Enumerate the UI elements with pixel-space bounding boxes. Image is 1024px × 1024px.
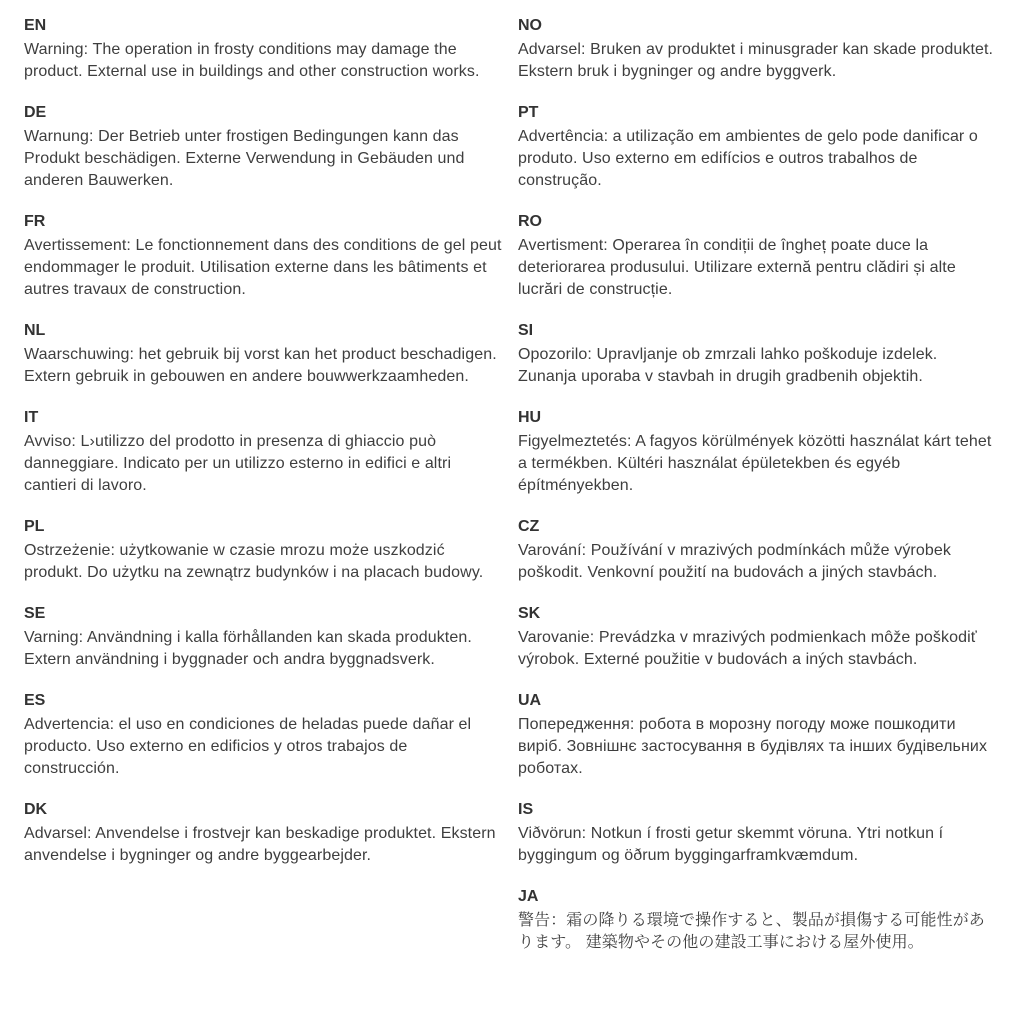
warning-entry-no (518, 15, 996, 83)
warning-text-ro: Avertisment: Operarea în condiții de îngheț poate duce la deteriorarea produsului. Utilizare externă pentru clădiri și alte lucrări de construcție. (518, 237, 956, 298)
language-code-hu: HU (518, 409, 542, 426)
language-code-is: IS (518, 801, 534, 818)
warning-entry-ro (518, 211, 996, 301)
warning-entry-hu (518, 407, 996, 497)
warning-entry-es (24, 690, 502, 780)
warning-text-es: Advertencia: el uso en condiciones de heladas puede dañar el producto. Uso externo en edificios y otros trabajos de construcción. (24, 716, 472, 777)
warning-text-de: Warnung: Der Betrieb unter frostigen Bedingungen kann das Produkt beschädigen. Externe Verwendung in Gebäuden und anderen Bauwerken. (24, 128, 465, 189)
language-code-en: EN (24, 17, 47, 34)
language-code-se: SE (24, 605, 46, 622)
warning-text-se: Varning: Användning i kalla förhållanden kan skada produkten. Extern användning i byggnader och andra byggnadsverk. (24, 629, 472, 668)
warning-entry-fr (24, 211, 502, 301)
warning-text-pl: Ostrzeżenie: użytkowanie w czasie mrozu może uszkodzić produkt. Do użytku na zewnątrz budynków i na placach budowy. (24, 542, 484, 581)
warning-entry-is (518, 799, 996, 867)
warning-entry-en (24, 15, 502, 83)
language-code-es: ES (24, 692, 46, 709)
warning-text-cz: Varování: Používání v mrazivých podmínkách může výrobek poškodit. Venkovní použití na budovách a jiných stavbách. (518, 542, 951, 581)
warning-text-pt: Advertência: a utilização em ambientes de gelo pode danificar o produto. Uso externo em edifícios e outros trabalhos de construção. (518, 128, 978, 189)
warning-text-dk: Advarsel: Anvendelse i frostvejr kan beskadige produktet. Ekstern anvendelse i bygninger og andre byggearbejder. (24, 825, 496, 864)
warning-text-is: Viðvörun: Notkun í frosti getur skemmt vöruna. Ytri notkun í byggingum og öðrum byggingarframkvæmdum. (518, 825, 944, 864)
warning-entry-dk (24, 799, 502, 867)
warning-entry-sk (518, 603, 996, 671)
warning-text-ja: 警告：霜の降りる環境で操作すると、製品が損傷する可能性があります。 建築物やその他の建設工事における屋外使用。 (518, 912, 985, 951)
warning-text-si: Opozorilo: Upravljanje ob zmrzali lahko poškoduje izdelek. Zunanja uporaba v stavbah in drugih gradbenih objektih. (518, 346, 938, 385)
language-code-ua: UA (518, 692, 542, 709)
warning-entry-de (24, 102, 502, 192)
warning-entry-cz (518, 516, 996, 584)
warning-text-no: Advarsel: Bruken av produktet i minusgrader kan skade produktet. Ekstern bruk i bygninger og andre byggverk. (518, 41, 994, 80)
warning-text-nl: Waarschuwing: het gebruik bij vorst kan het product beschadigen. Extern gebruik in gebouwen en andere bouwwerkzaamheden. (24, 346, 497, 385)
warning-text-sk: Varovanie: Prevádzka v mrazivých podmienkach môže poškodiť výrobok. Externé použitie v budovách a iných stavbách. (518, 629, 977, 668)
language-code-pt: PT (518, 104, 539, 121)
warning-text-hu: Figyelmeztetés: A fagyos körülmények közötti használat kárt tehet a termékben. Kültéri használat épületekben és egyéb építményekben. (518, 433, 992, 494)
left-column (24, 15, 502, 973)
warning-entry-se (24, 603, 502, 671)
language-code-ja: JA (518, 888, 539, 905)
language-code-it: IT (24, 409, 39, 426)
language-code-nl: NL (24, 322, 46, 339)
right-column (518, 15, 996, 973)
warning-text-it: Avviso: L›utilizzo del prodotto in presenza di ghiaccio può danneggiare. Indicato per un utilizzo esterno in edifici e altri cantieri di lavoro. (24, 433, 452, 494)
language-code-si: SI (518, 322, 534, 339)
warning-text-en: Warning: The operation in frosty conditions may damage the product. External use in buildings and other construction works. (24, 41, 480, 80)
language-code-de: DE (24, 104, 47, 121)
warning-entry-nl (24, 320, 502, 388)
warning-entry-pt (518, 102, 996, 192)
language-code-no: NO (518, 17, 542, 34)
language-code-fr: FR (24, 213, 46, 230)
warning-entry-it (24, 407, 502, 497)
language-code-sk: SK (518, 605, 541, 622)
warning-text-ua: Попередження: робота в морозну погоду може пошкодити виріб. Зовнішнє застосування в будівлях та інших будівельних роботах. (518, 716, 988, 777)
warning-entry-si (518, 320, 996, 388)
warning-entry-ja (518, 886, 996, 954)
warning-entry-ua (518, 690, 996, 780)
language-code-cz: CZ (518, 518, 540, 535)
warning-entry-pl (24, 516, 502, 584)
language-code-ro: RO (518, 213, 542, 230)
language-code-pl: PL (24, 518, 45, 535)
warning-text-fr: Avertissement: Le fonctionnement dans des conditions de gel peut endommager le produit. Utilisation externe dans les bâtiments et autres travaux de construction. (24, 237, 502, 298)
language-code-dk: DK (24, 801, 48, 818)
